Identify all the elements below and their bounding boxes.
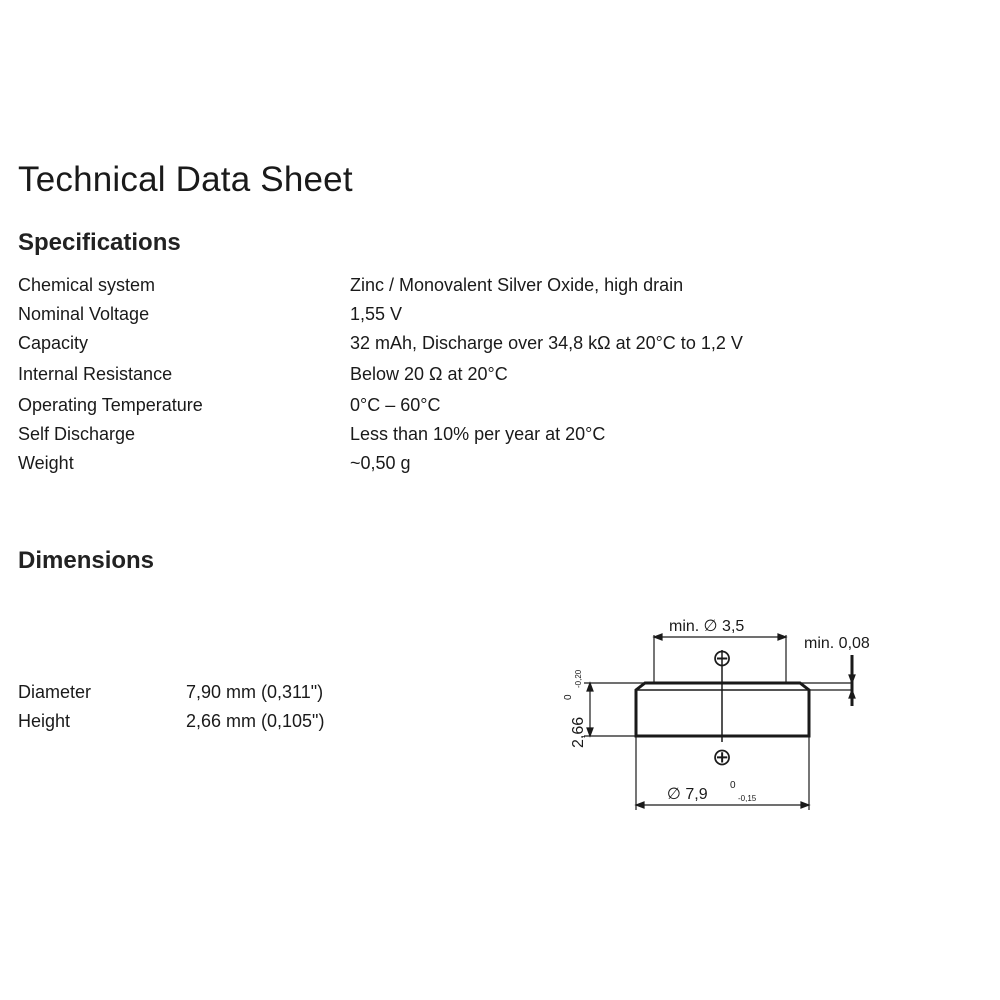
dim-value: 7,90 mm (0,311") [186, 682, 324, 702]
height-tolerance-lower: -0,20 [574, 669, 583, 688]
spec-label: Nominal Voltage [18, 304, 150, 324]
dim-row-height [18, 709, 418, 738]
right-dimension-label: min. 0,08 [804, 635, 870, 652]
dim-value: 2,66 mm (0,105") [186, 711, 325, 731]
height-tolerance-upper: 0 [563, 694, 574, 700]
spec-value: ~0,50 g [350, 453, 411, 473]
spec-label: Internal Resistance [18, 364, 173, 384]
spec-value: 1,55 V [350, 304, 403, 324]
spec-label: Weight [18, 453, 74, 473]
spec-value: Less than 10% per year at 20°C [350, 424, 606, 444]
diameter-label: ∅ 7,9 [667, 786, 708, 803]
spec-row-nominal-voltage [18, 302, 918, 331]
spec-value: 0°C – 60°C [350, 395, 441, 415]
spec-label: Chemical system [18, 275, 156, 295]
spec-label: Capacity [18, 333, 89, 353]
height-label: 2,66 [570, 716, 587, 748]
dimensions-heading: Dimensions [18, 547, 155, 574]
spec-row-capacity [18, 331, 918, 360]
dim-label: Diameter [18, 682, 92, 702]
specifications-heading: Specifications [18, 229, 181, 256]
spec-row-operating-temperature [18, 393, 918, 422]
page-title: Technical Data Sheet [18, 160, 353, 199]
spec-row-internal-resistance [18, 362, 918, 391]
diameter-tolerance-upper: 0 [730, 780, 736, 791]
spec-row-chemical-system [18, 273, 918, 302]
spec-row-weight [18, 451, 918, 480]
spec-value: Below 20 Ω at 20°C [350, 364, 508, 384]
dim-label: Height [18, 711, 71, 731]
spec-label: Self Discharge [18, 424, 136, 444]
diameter-tolerance-lower: -0,15 [738, 794, 757, 803]
spec-value: Zinc / Monovalent Silver Oxide, high drain [350, 275, 684, 295]
spec-label: Operating Temperature [18, 395, 203, 415]
dim-row-diameter [18, 680, 418, 709]
spec-row-self-discharge [18, 422, 918, 451]
spec-value: 32 mAh, Discharge over 34,8 kΩ at 20°C to 1,2 V [350, 333, 743, 353]
negative-terminal-icon: ⊖ [711, 645, 733, 672]
positive-terminal-icon: ⊕ [711, 744, 733, 771]
battery-dimension-drawing [560, 600, 920, 830]
top-dimension-label: min. ∅ 3,5 [669, 618, 745, 635]
